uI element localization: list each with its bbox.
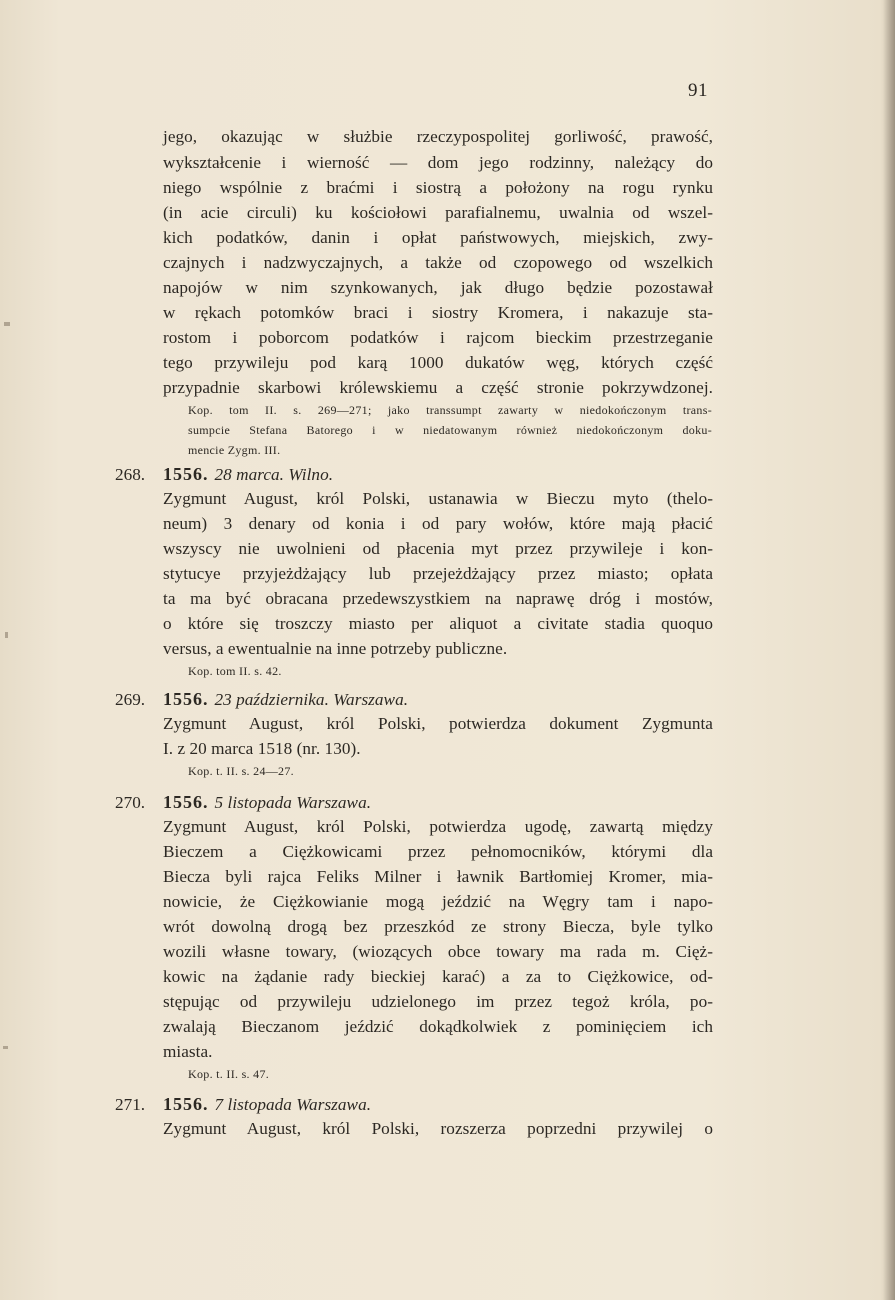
text-line: wrót dowolną drogą bez przeszkód ze strony Biecza, byle tylko xyxy=(163,917,713,936)
margin-mark xyxy=(5,632,8,638)
source-note: Kop. t. II. s. 47. xyxy=(188,1067,270,1081)
text-line: w rękach potomków braci i siostry Kromera, i nakazuje sta- xyxy=(163,303,713,322)
text-line: przypadnie skarbowi królewskiemu a część stronie pokrzywdzonej. xyxy=(163,378,713,397)
text-line: versus, a ewentualnie na inne potrzeby publiczne. xyxy=(163,639,508,658)
text-line: neum) 3 denary od konia i od pary wołów, które mają płacić xyxy=(163,514,713,533)
entry-date-place: 23 października. Warszawa. xyxy=(214,690,409,709)
entry-number: 271. xyxy=(115,1095,146,1114)
margin-mark xyxy=(4,322,10,326)
text-line: miasta. xyxy=(163,1042,213,1061)
source-note: sumpcie Stefana Batorego i w niedatowanym również niedokończonym doku- xyxy=(188,423,712,437)
text-line: rostom i poborcom podatków i rajcom bieckim przestrzeganie xyxy=(163,328,713,347)
text-line: (in acie circuli) ku kościołowi parafialnemu, uwalnia od wszel- xyxy=(163,203,713,222)
text-line: kich podatków, danin i opłat państwowych, miejskich, zwy- xyxy=(163,228,713,247)
text-line: zwalają Bieczanom jeździć dokądkolwiek z pominięciem ich xyxy=(163,1017,713,1036)
text-line: I. z 20 marca 1518 (nr. 130). xyxy=(163,739,361,758)
text-line: napojów w nim szynkowanych, jak długo będzie pozostawał xyxy=(163,278,713,297)
source-note: Kop. tom II. s. 42. xyxy=(188,664,282,678)
entry-heading xyxy=(163,465,333,483)
entry-year: 1556. xyxy=(163,792,209,812)
source-note: mencie Zygm. III. xyxy=(188,443,281,457)
entry-heading xyxy=(163,690,408,708)
text-line: wykształcenie i wierność — dom jego rodzinny, należący do xyxy=(163,153,713,172)
text-line: jego, okazując w służbie rzeczypospolitej gorliwość, prawość, xyxy=(163,127,713,146)
entry-number: 269. xyxy=(115,690,146,709)
entry-date-place: 5 listopada Warszawa. xyxy=(214,793,372,812)
text-line: Zygmunt August, król Polski, potwierdza ugodę, zawartą między xyxy=(163,817,713,836)
entry-year: 1556. xyxy=(163,464,209,484)
entry-heading xyxy=(163,793,371,811)
text-line: czajnych i nadzwyczajnych, a także od czopowego od wszelkich xyxy=(163,253,713,272)
text-line: wozili własne towary, (wiozących obce towary ma rada m. Cięż- xyxy=(163,942,713,961)
text-line: stępując od przywileju udzielonego im przez tegoż króla, po- xyxy=(163,992,713,1011)
entry-number: 270. xyxy=(115,793,146,812)
text-line: stytucye przyjeżdżający lub przejeżdżający przez miasto; opłata xyxy=(163,564,713,583)
text-line: niego wspólnie z braćmi i siostrą a położony na rogu rynku xyxy=(163,178,713,197)
source-note: Kop. tom II. s. 269—271; jako transsumpt zawarty w niedokończonym trans- xyxy=(188,403,712,417)
text-line: Zygmunt August, król Polski, potwierdza dokument Zygmunta xyxy=(163,714,713,733)
text-line: tego przywileju pod karą 1000 dukatów węg, których część xyxy=(163,353,713,372)
source-note: Kop. t. II. s. 24—27. xyxy=(188,764,294,778)
text-line: wszyscy nie uwolnieni od płacenia myt przez przywileje i kon- xyxy=(163,539,713,558)
page-number: 91 xyxy=(688,80,708,101)
text-line: Bieczem a Ciężkowicami przez pełnomocników, którymi dla xyxy=(163,842,713,861)
text-line: Zygmunt August, król Polski, ustanawia w Bieczu myto (thelo- xyxy=(163,489,713,508)
text-line: kowic na żądanie rady bieckiej karać) a za to Ciężkowice, od- xyxy=(163,967,713,986)
entry-heading xyxy=(163,1095,371,1113)
entry-date-place: 7 listopada Warszawa. xyxy=(214,1095,372,1114)
entry-year: 1556. xyxy=(163,1094,209,1114)
entry-number: 268. xyxy=(115,465,146,484)
text-line: Biecza byli rajca Feliks Milner i ławnik Bartłomiej Kromer, mia- xyxy=(163,867,713,886)
text-line: ta ma być obracana przedewszystkiem na naprawę dróg i mostów, xyxy=(163,589,713,608)
text-line: o które się troszczy miasto per aliquot a civitate stadia quoquo xyxy=(163,614,713,633)
entry-date-place: 28 marca. Wilno. xyxy=(214,465,334,484)
text-line: nowicie, że Ciężkowianie mogą jeździć na Węgry tam i napo- xyxy=(163,892,713,911)
entry-year: 1556. xyxy=(163,689,209,709)
margin-mark xyxy=(3,1046,8,1049)
text-line: Zygmunt August, król Polski, rozszerza poprzedni przywilej o xyxy=(163,1119,713,1138)
page-edge-shadow xyxy=(883,0,895,1300)
